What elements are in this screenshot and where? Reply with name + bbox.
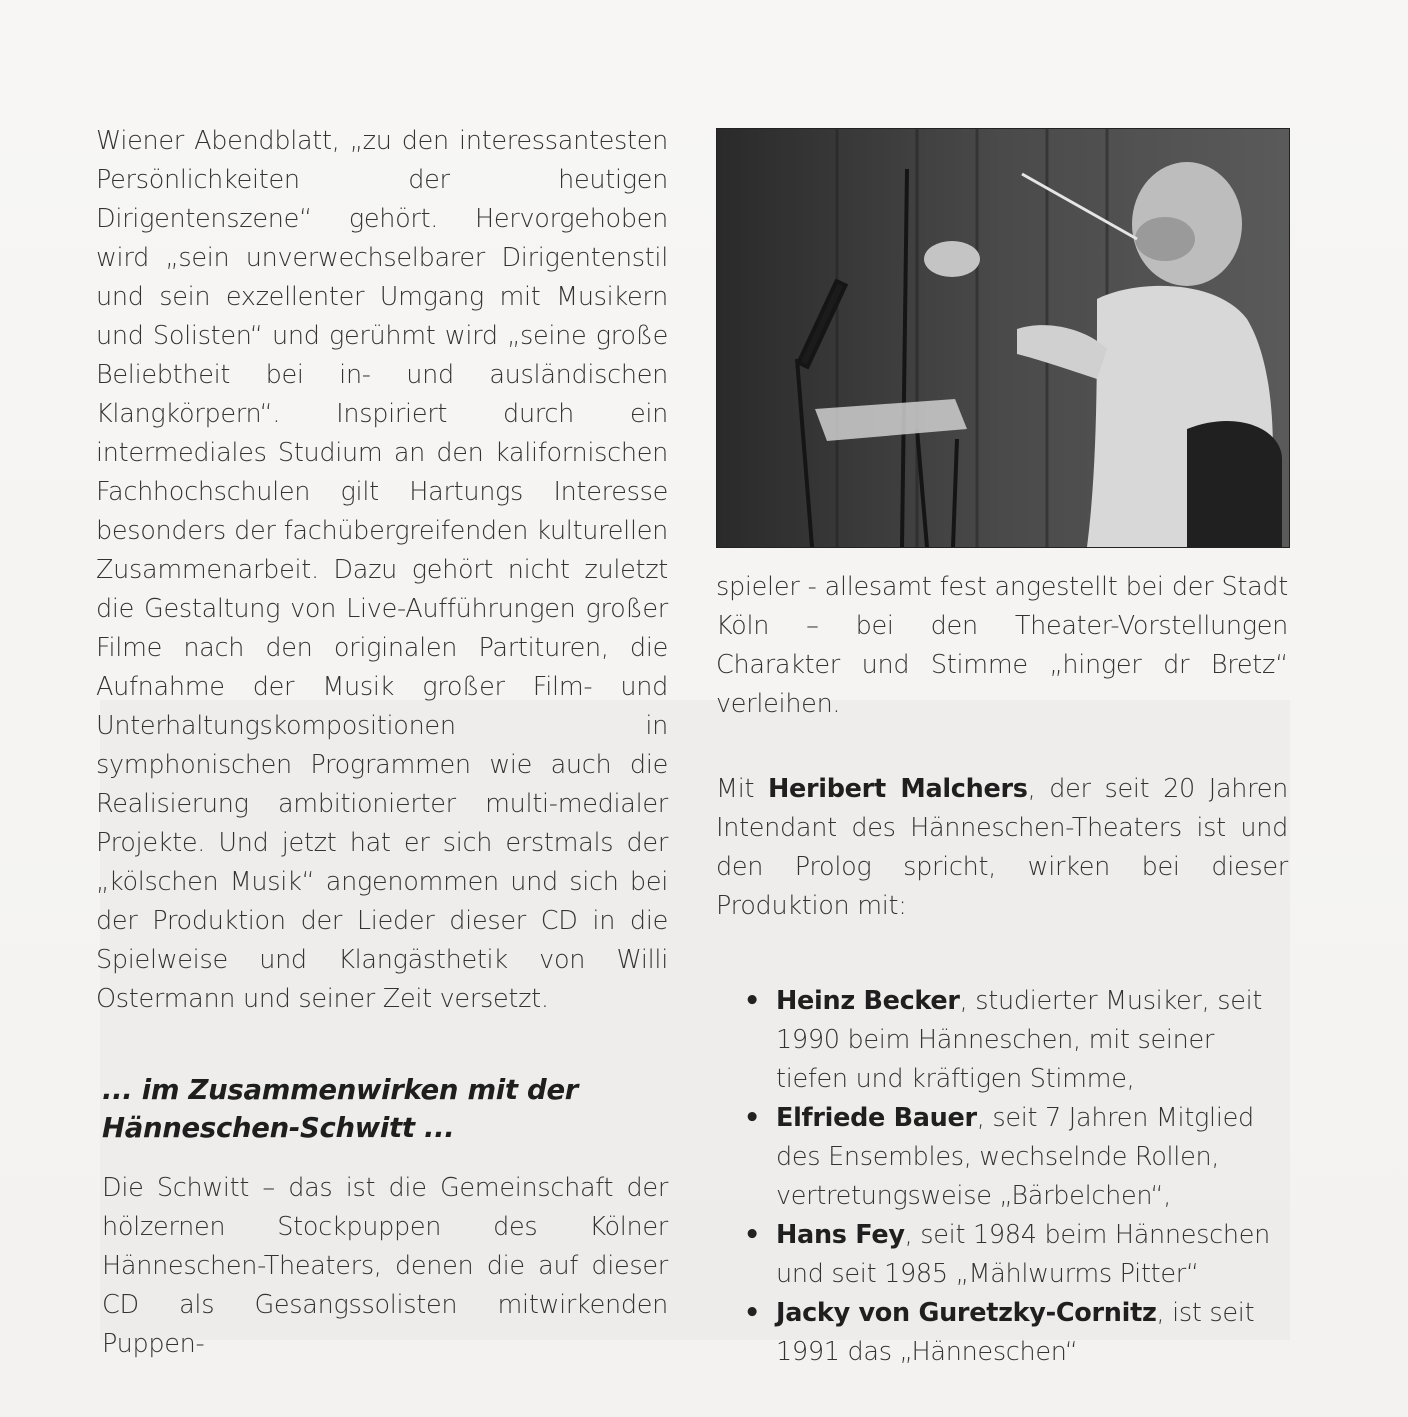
cast-item-becker	[744, 982, 1288, 1099]
cast-desc: , seit 7 Jahren Mitglied des Ensembles, wechselnde Rollen, vertretungsweise „Bärbelchen“,	[776, 1103, 1254, 1211]
section-heading-line-2: Hänneschen-Schwitt ...	[102, 1112, 455, 1144]
cast-item-guretzky-cornitz	[744, 1294, 1288, 1372]
cast-desc: , seit 1984 beim Hänneschen und seit 1985 „Mählwurms Pitter“	[776, 1220, 1270, 1289]
biography-paragraph: Wiener Abendblatt, „zu den interessantesten Persönlichkeiten der heutigen Dirigentenszene“ gehört. Hervorgehoben wird „sein unverwechselbarer Dirigentenstil und sein exzellenter Umgang mit Musikern und Solisten“ und gerühmt wird „seine große Beliebtheit bei in- und ausländischen Klangkörpern“. Inspiriert durch ein intermediales Studium an den kalifornischen Fachhochschulen gilt Hartungs Interesse besonders der fachübergreifenden kulturellen Zusammenarbeit. Dazu gehört nicht zuletzt die Gestaltung von Live-Aufführungen großer Filme nach den originalen Partituren, die Aufnahme der Musik großer Film- und Unterhaltungskompositionen in symphonischen Programmen wie auch die Realisierung ambitionierter multi-medialer Projekte. Und jetzt hat er sich erstmals der „kölschen Musik“ angenommen und sich bei der Produktion der Lieder dieser CD in die Spielweise und Klangästhetik von Willi Ostermann und seiner Zeit versetzt.	[96, 126, 668, 1014]
bullet: •	[744, 986, 760, 1016]
left-column	[96, 122, 668, 1364]
intro-prefix: Mit	[716, 774, 768, 804]
intro-rest: , der seit 20 Jahren Intendant des Hänneschen-Theaters ist und den Prolog spricht, wirken bei dieser Produktion mit:	[716, 774, 1289, 921]
section-heading	[102, 1071, 668, 1147]
intro-name: Heribert Malchers	[767, 774, 1028, 804]
schwitt-paragraph: Die Schwitt – das ist die Gemeinschaft der hölzernen Stockpuppen des Kölner Hänneschen-Theaters, denen die auf dieser CD als Gesangssolisten mitwirkenden Puppen-	[102, 1173, 668, 1359]
right-text-block	[716, 568, 1288, 1372]
bullet: •	[744, 1298, 760, 1328]
conductor-photo-drawing	[717, 129, 1289, 547]
cast-desc: , studierter Musiker, seit 1990 beim Hänneschen, mit seiner tiefen und kräftigen Stimme,	[776, 986, 1263, 1094]
cast-desc: , ist seit 1991 das „Hänneschen“	[776, 1298, 1255, 1367]
cast-name: Elfriede Bauer	[776, 1103, 977, 1133]
intro-paragraph	[716, 770, 1288, 926]
conductor-photo	[716, 128, 1290, 548]
cast-name: Jacky von Guretzky-Cornitz	[776, 1298, 1157, 1328]
cast-item-fey	[744, 1216, 1288, 1294]
cast-name: Heinz Becker	[776, 986, 960, 1016]
section-heading-line-1: ... im Zusammenwirken mit der	[102, 1074, 579, 1106]
cast-list	[716, 982, 1288, 1372]
cast-item-bauer	[744, 1099, 1288, 1216]
bullet: •	[744, 1220, 760, 1250]
right-column	[716, 128, 1288, 1372]
puppeteer-continuation: spieler - allesamt fest angestellt bei der Stadt Köln – bei den Theater-Vorstellungen Charakter und Stimme „hinger dr Bretz“ verleihen.	[716, 572, 1288, 719]
bullet: •	[744, 1103, 760, 1133]
cast-name: Hans Fey	[776, 1220, 905, 1250]
